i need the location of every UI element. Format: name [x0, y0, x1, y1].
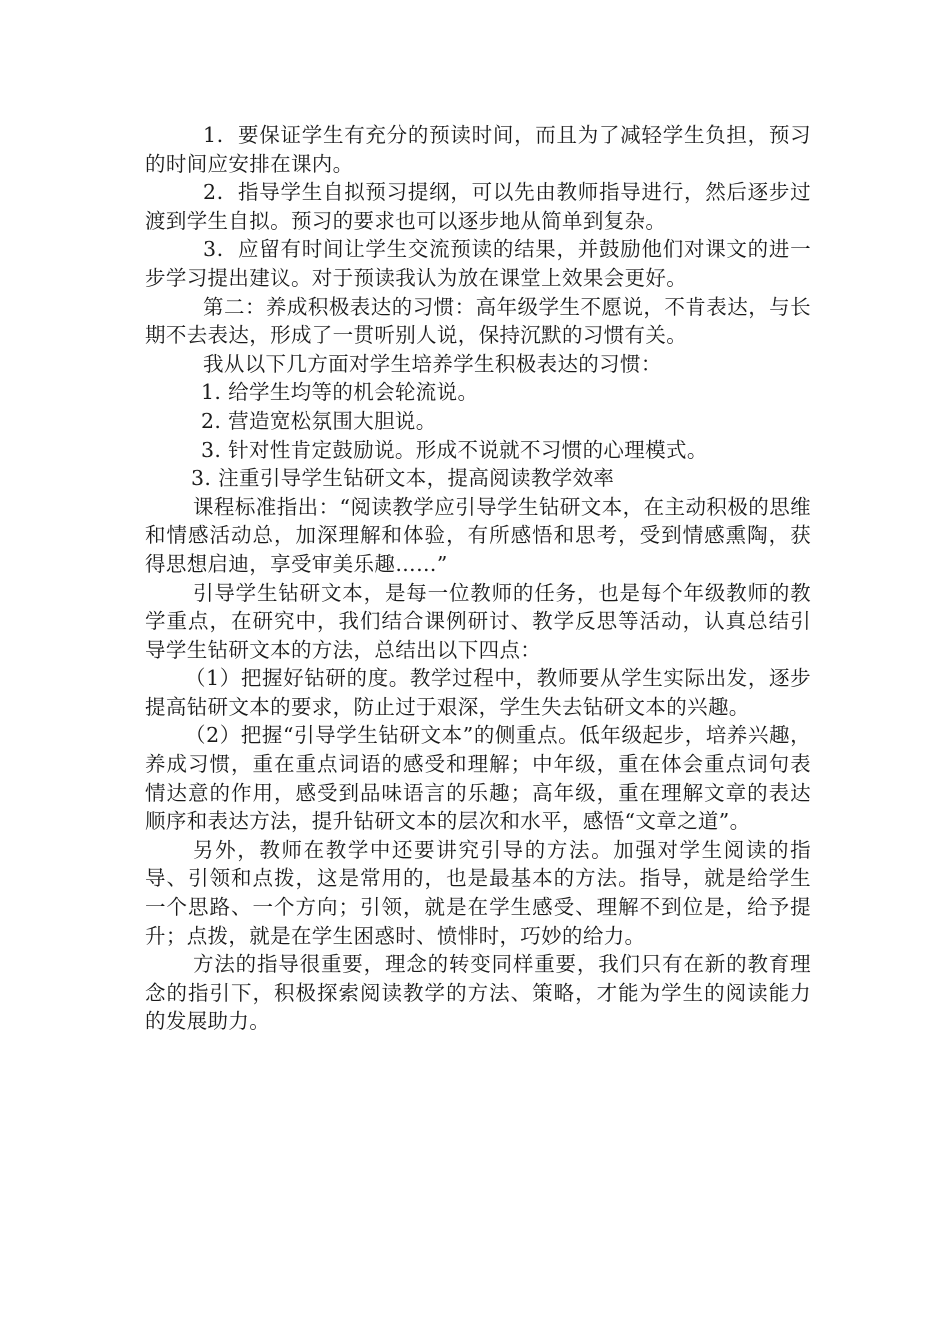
list-item: 2. 营造宽松氛围大胆说。: [201, 408, 437, 433]
list-item: 1. 给学生均等的机会轮流说。: [201, 380, 479, 405]
paragraph: 2．指导学生自拟预习提纲，可以先由教师指导进行，然后逐步过渡到学生自拟。预习的要求也可以逐步地从简单到复杂。: [145, 180, 811, 233]
section-heading: 第二：养成积极表达的习惯：高年级学生不愿说，不肯表达，与长期不去表达，形成了一贯听别人说，保持沉默的习惯有关。: [145, 294, 811, 348]
paragraph: 另外，教师在教学中还要讲究引导的方法。加强对学生阅读的指导、引领和点拨，这是常用的，也是最基本的方法。指导，就是给学生一个思路、一个方向；引领，就是在学生感受、理解不到位是，给予提升；点拨，就是在学生困惑时、愤悱时，巧妙的给力。: [145, 837, 811, 948]
paragraph: 方法的指导很重要，理念的转变同样重要，我们只有在新的教育理念的指引下，积极探索阅读教学的方法、策略，才能为学生的阅读能力的发展助力。: [145, 952, 811, 1034]
paragraph: 3．应留有时间让学生交流预读的结果，并鼓励他们对课文的进一步学习提出建议。对于预读我认为放在课堂上效果会更好。: [145, 237, 811, 290]
paragraph: 课程标准指出：“阅读教学应引导学生钻研文本，在主动积极的思维和情感活动总，加深理解和体验，有所感悟和思考，受到情感熏陶，获得思想启迪，享受审美乐趣……”: [145, 494, 811, 576]
paragraph: 1．要保证学生有充分的预读时间，而且为了减轻学生负担，预习的时间应安排在课内。: [145, 123, 811, 176]
paragraph: 我从以下几方面对学生培养学生积极表达的习惯：: [203, 351, 662, 376]
list-item: 3. 针对性肯定鼓励说。形成不说就不习惯的心理模式。: [201, 437, 708, 462]
paragraph: （1）把握好钻研的度。教学过程中，教师要从学生实际出发，逐步提高钻研文本的要求，防止过于艰深，学生失去钻研文本的兴趣。: [145, 666, 811, 719]
section-heading: 3. 注重引导学生钻研文本，提高阅读教学效率: [191, 466, 615, 491]
paragraph: 引导学生钻研文本，是每一位教师的任务，也是每个年级教师的教学重点，在研究中，我们结合课例研讨、教学反思等活动，认真总结引导学生钻研文本的方法，总结出以下四点：: [145, 580, 811, 662]
document-body: [145, 121, 811, 1036]
paragraph: （2）把握“引导学生钻研文本”的侧重点。低年级起步，培养兴趣，养成习惯，重在重点词语的感受和理解；中年级，重在体会重点词句表情达意的作用，感受到品味语言的乐趣；高年级，重在理解文章的表达顺序和表达方法，提升钻研文本的层次和水平，感悟“文章之道”。: [145, 723, 811, 834]
